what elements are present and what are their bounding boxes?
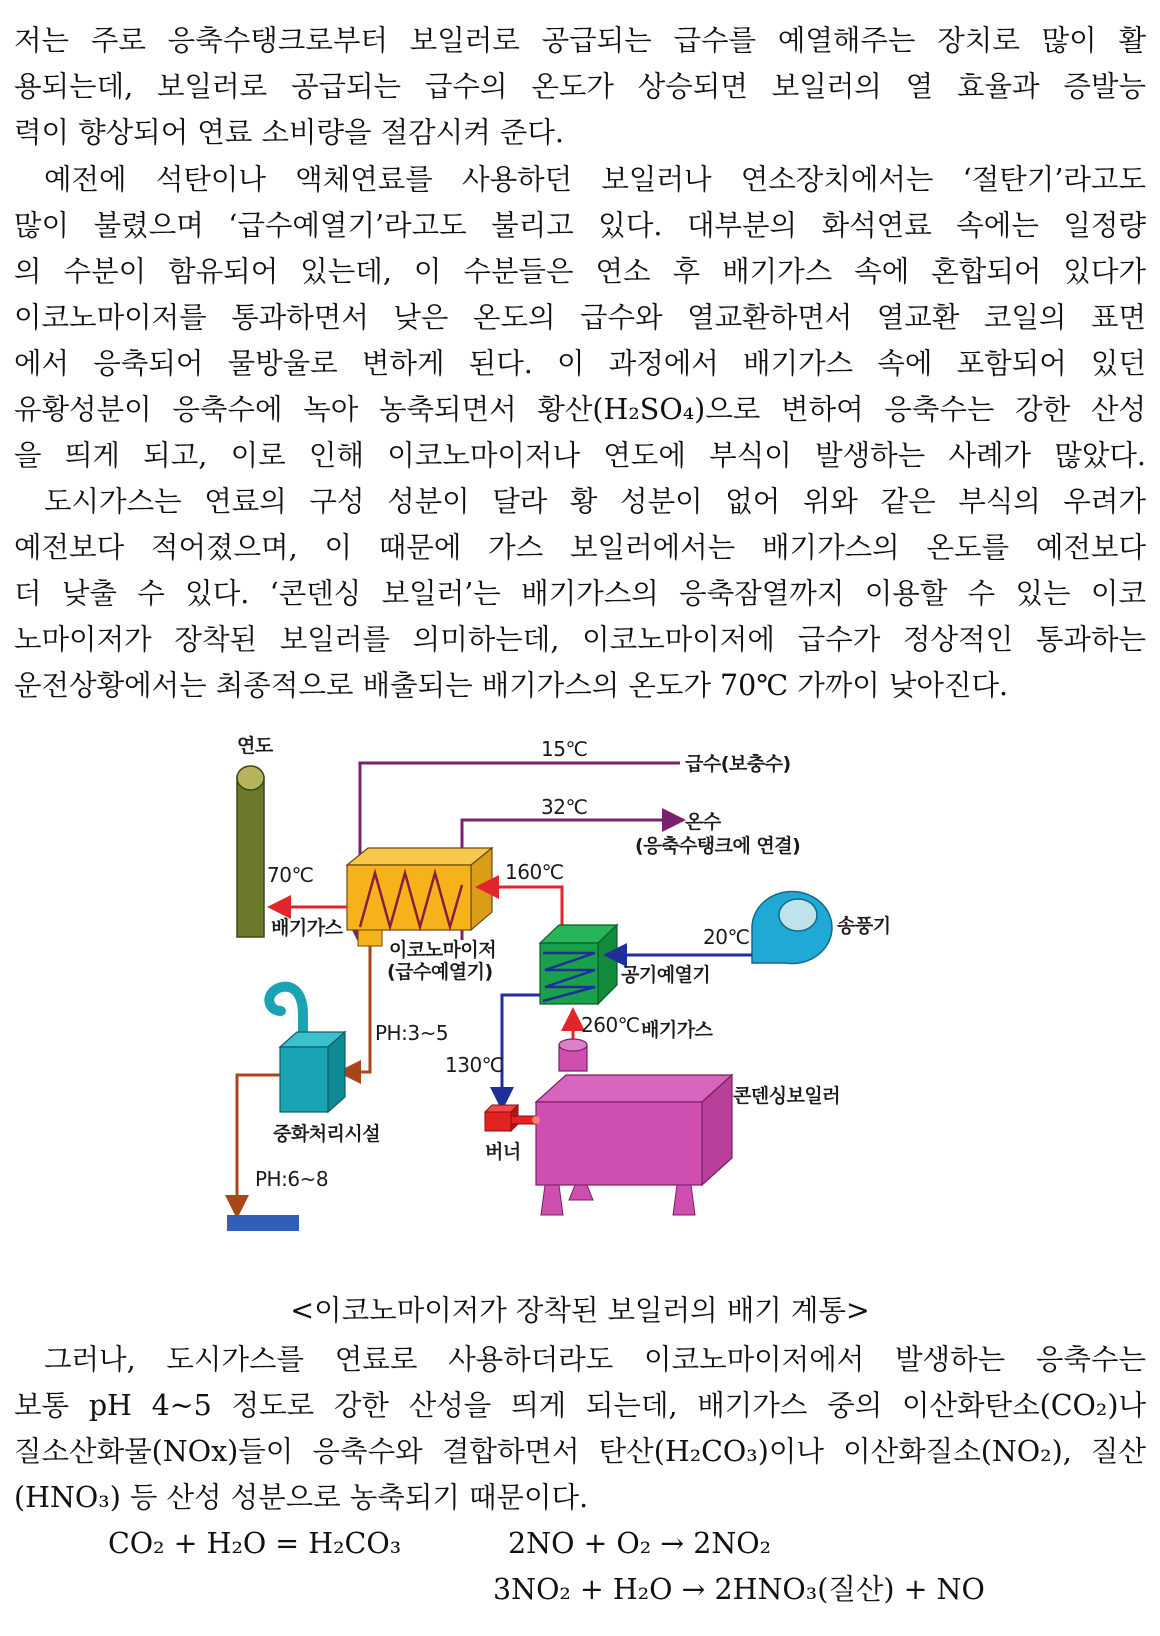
drain-icon xyxy=(227,1215,299,1231)
label-ph-discharge: PH:6~8 xyxy=(255,1167,329,1191)
label-blower: 송풍기 xyxy=(837,915,891,937)
diagram-graphic xyxy=(225,745,930,1280)
burner-icon xyxy=(485,1105,540,1131)
condensing-boiler-icon xyxy=(536,1039,732,1215)
text-line: 운전상황에서는 최종적으로 배출되는 배기가스의 온도가 70℃ 가까이 낮아진다. xyxy=(14,669,1009,702)
text-line: 예전보다 적어졌으며, 이 때문에 가스 보일러에서는 배기가스의 온도를 예전보다 xyxy=(14,531,1146,564)
label-hotwater-note: (응축수탱크에 연결) xyxy=(635,835,801,857)
label-neutralizer: 중화처리시설 xyxy=(273,1123,381,1145)
label-boiler-exhaust: 배기가스 xyxy=(641,1019,713,1041)
label-air-temp: 20℃ xyxy=(703,925,750,949)
exhaust-system-diagram xyxy=(225,735,930,1280)
text-line: 예전에 석탄이나 액체연료를 사용하던 보일러나 연소장치에서는 ‘절탄기’라고도 xyxy=(44,163,1146,196)
text-line: 유황성분이 응축수에 녹아 농축되면서 황산(H₂SO₄)으로 변하여 응축수는 강한 산성 xyxy=(14,393,1146,426)
label-hotwater: 온수 xyxy=(685,811,721,833)
text-line: 노마이저가 장착된 보일러를 의미하는데, 이코노마이저에 급수가 정상적인 통과하는 xyxy=(14,623,1146,656)
text-line: 많이 불렸으며 ‘급수예열기’라고도 불리고 있다. 대부분의 화석연료 속에는 일정량 xyxy=(14,209,1146,242)
flue-stack-icon xyxy=(237,766,264,937)
label-exhaust-out: 배기가스 xyxy=(271,917,343,939)
label-ph-condensate: PH:3~5 xyxy=(375,1021,449,1045)
equation-nitric-acid: 3NO₂ + H₂O → 2HNO₃(질산) + NO xyxy=(493,1573,985,1606)
text-line: 력이 향상되어 연료 소비량을 절감시켜 준다. xyxy=(14,116,564,149)
air-preheater-icon xyxy=(540,925,617,1004)
text-line: 이코노마이저를 통과하면서 낮은 온도의 급수와 열교환하면서 열교환 코일의 표면 xyxy=(14,301,1146,334)
label-boiler: 콘덴싱보일러 xyxy=(733,1085,841,1107)
text-line: 보통 pH 4~5 정도로 강한 산성을 띄게 되는데, 배기가스 중의 이산화탄소(CO₂)나 xyxy=(14,1389,1146,1422)
label-economizer-alt: (급수예열기) xyxy=(387,961,493,983)
text-line: 을 띄게 되고, 이로 인해 이코노마이저나 연도에 부식이 발생하는 사례가 많았다. xyxy=(14,439,1146,472)
text-line: 그러나, 도시가스를 연료로 사용하더라도 이코노마이저에서 발생하는 응축수는 xyxy=(44,1343,1146,1376)
equation-carbonic-acid: CO₂ + H₂O = H₂CO₃ xyxy=(108,1527,402,1560)
neutralizer-icon xyxy=(269,987,345,1112)
label-flue: 연도 xyxy=(237,735,273,757)
equation-nitrogen-dioxide: 2NO + O₂ → 2NO₂ xyxy=(508,1527,772,1560)
blower-icon xyxy=(752,892,832,964)
label-burner: 버너 xyxy=(485,1141,521,1163)
label-feedwater-temp: 15℃ xyxy=(541,737,588,761)
text-line: 도시가스는 연료의 구성 성분이 달라 황 성분이 없어 위와 같은 부식의 우려가 xyxy=(44,485,1146,518)
label-economizer-in-temp: 160℃ xyxy=(505,860,564,884)
label-exhaust-out-temp: 70℃ xyxy=(267,863,314,887)
text-line: 질소산화물(NOx)들이 응축수와 결합하면서 탄산(H₂CO₃)이나 이산화질소(NO₂), 질산 xyxy=(14,1435,1146,1468)
label-boiler-exhaust-temp: 260℃ xyxy=(581,1013,640,1037)
label-feedwater: 급수(보충수) xyxy=(685,753,791,775)
text-line: 의 수분이 함유되어 있는데, 이 수분들은 연소 후 배기가스 속에 혼합되어 있다가 xyxy=(14,255,1146,288)
label-air-preheater: 공기예열기 xyxy=(621,964,711,986)
text-line: 에서 응축되어 물방울로 변하게 된다. 이 과정에서 배기가스 속에 포함되어 있던 xyxy=(14,347,1146,380)
label-economizer: 이코노마이저 xyxy=(389,939,497,961)
text-line: 더 낮출 수 있다. ‘콘덴싱 보일러’는 배기가스의 응축잠열까지 이용할 수 있는 이코 xyxy=(14,577,1146,610)
figure-caption: <이코노마이저가 장착된 보일러의 배기 계통> xyxy=(290,1294,870,1327)
label-hotwater-temp: 32℃ xyxy=(541,795,588,819)
text-line: (HNO₃) 등 산성 성분으로 농축되기 때문이다. xyxy=(14,1481,589,1514)
label-burner-air-temp: 130℃ xyxy=(445,1053,504,1077)
economizer-icon xyxy=(347,848,492,946)
text-line: 용되는데, 보일러로 공급되는 급수의 온도가 상승되면 보일러의 열 효율과 증발능 xyxy=(14,70,1146,103)
text-line: 저는 주로 응축수탱크로부터 보일러로 공급되는 급수를 예열해주는 장치로 많이 활 xyxy=(14,24,1146,57)
